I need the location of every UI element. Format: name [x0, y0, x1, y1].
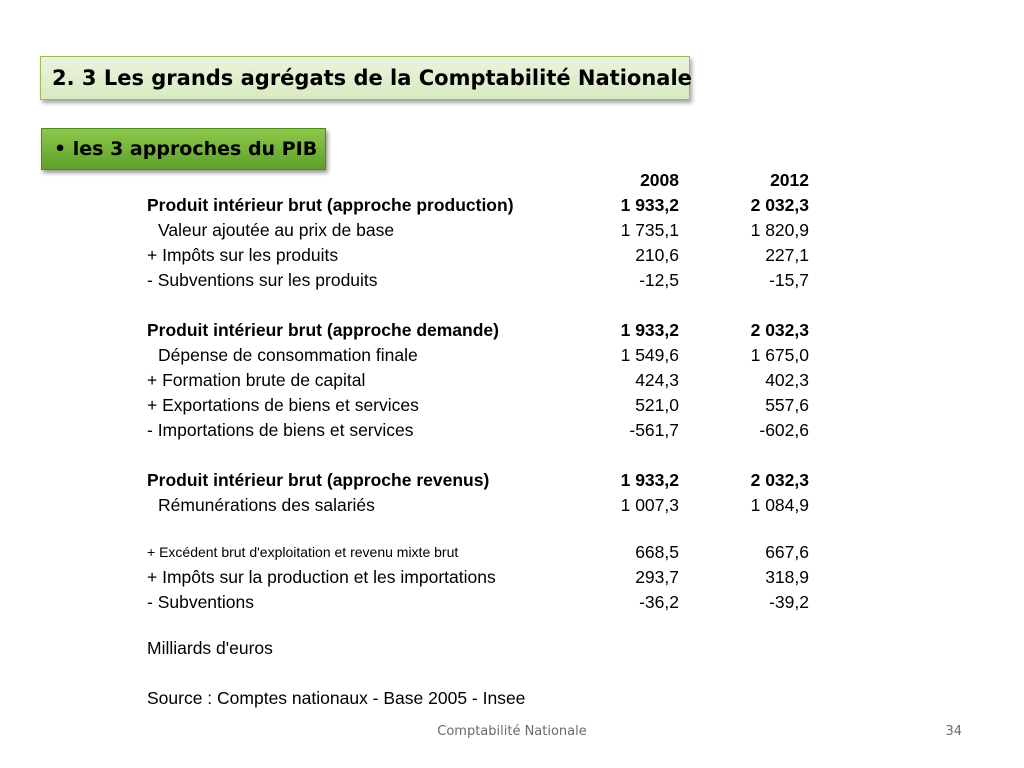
column-header-2012: 2012 — [770, 170, 809, 190]
value-2008: 424,3 — [635, 370, 679, 390]
value-2008: 1 549,6 — [620, 345, 679, 365]
value-2008: 668,5 — [635, 542, 679, 562]
value-2008: -12,5 — [639, 270, 679, 290]
value-2012: 2 032,3 — [750, 320, 809, 340]
value-2012: 1 820,9 — [750, 220, 809, 240]
value-2008: 1 735,1 — [620, 220, 679, 240]
value-2008: 1 007,3 — [620, 495, 679, 515]
table-row — [147, 590, 817, 615]
row-label: + Exportations de biens et services — [147, 395, 419, 415]
value-2012: -602,6 — [759, 420, 809, 440]
page-number: 34 — [945, 724, 962, 739]
column-header-2008: 2008 — [640, 170, 679, 190]
table-row — [147, 218, 817, 243]
row-label: + Excédent brut d'exploitation et revenu mixte brut — [147, 544, 459, 560]
table-row — [147, 318, 817, 343]
table-row — [147, 565, 817, 590]
table-row — [147, 268, 817, 293]
value-2012: 1 675,0 — [750, 345, 809, 365]
spacer-row — [147, 293, 817, 318]
value-2012: -15,7 — [769, 270, 809, 290]
table-row — [147, 243, 817, 268]
row-label: Produit intérieur brut (approche demande) — [147, 320, 499, 340]
footer-title: Comptabilité Nationale — [437, 724, 587, 739]
row-label: + Formation brute de capital — [147, 370, 366, 390]
row-label: Produit intérieur brut (approche production) — [147, 195, 514, 215]
row-label: Valeur ajoutée au prix de base — [158, 220, 395, 240]
row-label: Produit intérieur brut (approche revenus) — [147, 470, 490, 490]
value-2008: 1 933,2 — [620, 195, 679, 215]
table-row — [147, 540, 817, 565]
slide-subtitle: • les 3 approches du PIB — [54, 138, 318, 160]
value-2008: 1 933,2 — [620, 320, 679, 340]
spacer-row — [147, 443, 817, 468]
value-2012: 667,6 — [765, 542, 809, 562]
table-row — [147, 393, 817, 418]
title-box — [40, 56, 690, 100]
table-header-row — [147, 168, 817, 193]
table-row — [147, 343, 817, 368]
value-2012: 402,3 — [765, 370, 809, 390]
row-label: + Impôts sur la production et les importations — [147, 567, 496, 587]
table-row — [147, 418, 817, 443]
unit-note: Milliards d'euros — [147, 638, 273, 658]
value-2008: 521,0 — [635, 395, 679, 415]
value-2012: 318,9 — [765, 567, 809, 587]
table-row — [147, 468, 817, 493]
subtitle-box — [41, 128, 326, 170]
value-2012: 227,1 — [765, 245, 809, 265]
value-2012: 1 084,9 — [750, 495, 809, 515]
table-row — [147, 493, 817, 518]
value-2012: 2 032,3 — [750, 195, 809, 215]
row-label: + Impôts sur les produits — [147, 245, 339, 265]
table-row — [147, 193, 817, 218]
value-2012: 557,6 — [765, 395, 809, 415]
spacer-row — [147, 518, 817, 540]
value-2008: -561,7 — [629, 420, 679, 440]
pib-table — [147, 168, 817, 615]
row-label: Dépense de consommation finale — [158, 345, 418, 365]
value-2012: -39,2 — [769, 592, 809, 612]
value-2008: 293,7 — [635, 567, 679, 587]
value-2008: -36,2 — [639, 592, 679, 612]
row-label: Rémunérations des salariés — [158, 495, 375, 515]
row-label: - Subventions sur les produits — [147, 270, 378, 290]
row-label: - Subventions — [147, 592, 255, 612]
value-2008: 210,6 — [635, 245, 679, 265]
slide-title: 2. 3 Les grands agrégats de la Comptabilité Nationale — [52, 66, 692, 90]
value-2012: 2 032,3 — [750, 470, 809, 490]
table-row — [147, 368, 817, 393]
source-note: Source : Comptes nationaux - Base 2005 - Insee — [147, 688, 526, 708]
row-label: - Importations de biens et services — [147, 420, 414, 440]
value-2008: 1 933,2 — [620, 470, 679, 490]
